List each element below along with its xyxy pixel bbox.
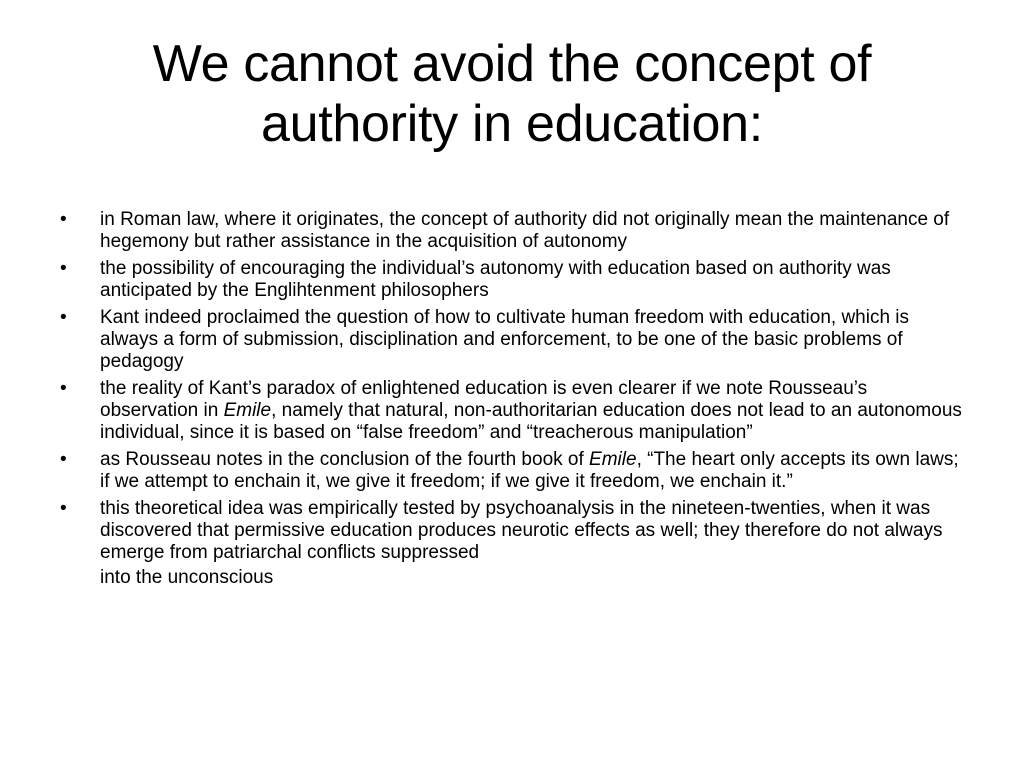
bullet-text-last-line: into the unconscious [100, 567, 274, 588]
bullet-glyph: • [60, 498, 67, 519]
bullet-glyph: • [60, 378, 67, 399]
bullet-text-before: the reality of Kant’s paradox of enlightened education is even clearer if we note Rousseau’s observation in [100, 378, 868, 421]
bullet-text-after: , “The heart only accepts its own laws; if we attempt to enchain it, we give it freedom; if we give it freedom, we enchain it.” [100, 449, 959, 492]
bullet-item [60, 498, 965, 589]
bullet-item [60, 449, 965, 493]
bullet-item [60, 378, 965, 444]
bullet-list [60, 209, 965, 594]
bullet-glyph: • [60, 307, 67, 328]
bullet-glyph: • [60, 258, 67, 279]
bullet-text: in Roman law, where it originates, the concept of authority did not originally mean the maintenance of hegemony but rather assistance in the acquisition of autonomy [100, 209, 950, 252]
bullet-glyph: • [60, 449, 67, 470]
bullet-text: Kant indeed proclaimed the question of how to cultivate human freedom with education, which is always a form of submission, disciplination and enforcement, to be one of the basic problems of pedagogy [100, 307, 910, 372]
bullet-item [60, 209, 965, 253]
bullet-item [60, 307, 965, 373]
bullet-glyph: • [60, 209, 67, 230]
bullet-text: the possibility of encouraging the individual’s autonomy with education based on authority was anticipated by the Englihtenment philosophers [100, 258, 891, 301]
book-title-emile: Emile [223, 400, 272, 421]
slide-title: We cannot avoid the concept of authority in education: [152, 35, 872, 153]
bullet-text-after: , namely that natural, non-authoritarian education does not lead to an autonomous individual, since it is based on “false freedom” and “treacherous manipulation” [100, 400, 962, 443]
bullet-item [60, 258, 965, 302]
bullet-text-before: as Rousseau notes in the conclusion of the fourth book of [100, 449, 590, 470]
bullet-text: this theoretical idea was empirically tested by psychoanalysis in the nineteen-twenties, when it was discovered that permissive education produces neurotic effects as well; they therefore do not always emerge from patriarchal conflicts suppressed [100, 498, 943, 563]
book-title-emile: Emile [589, 449, 637, 470]
